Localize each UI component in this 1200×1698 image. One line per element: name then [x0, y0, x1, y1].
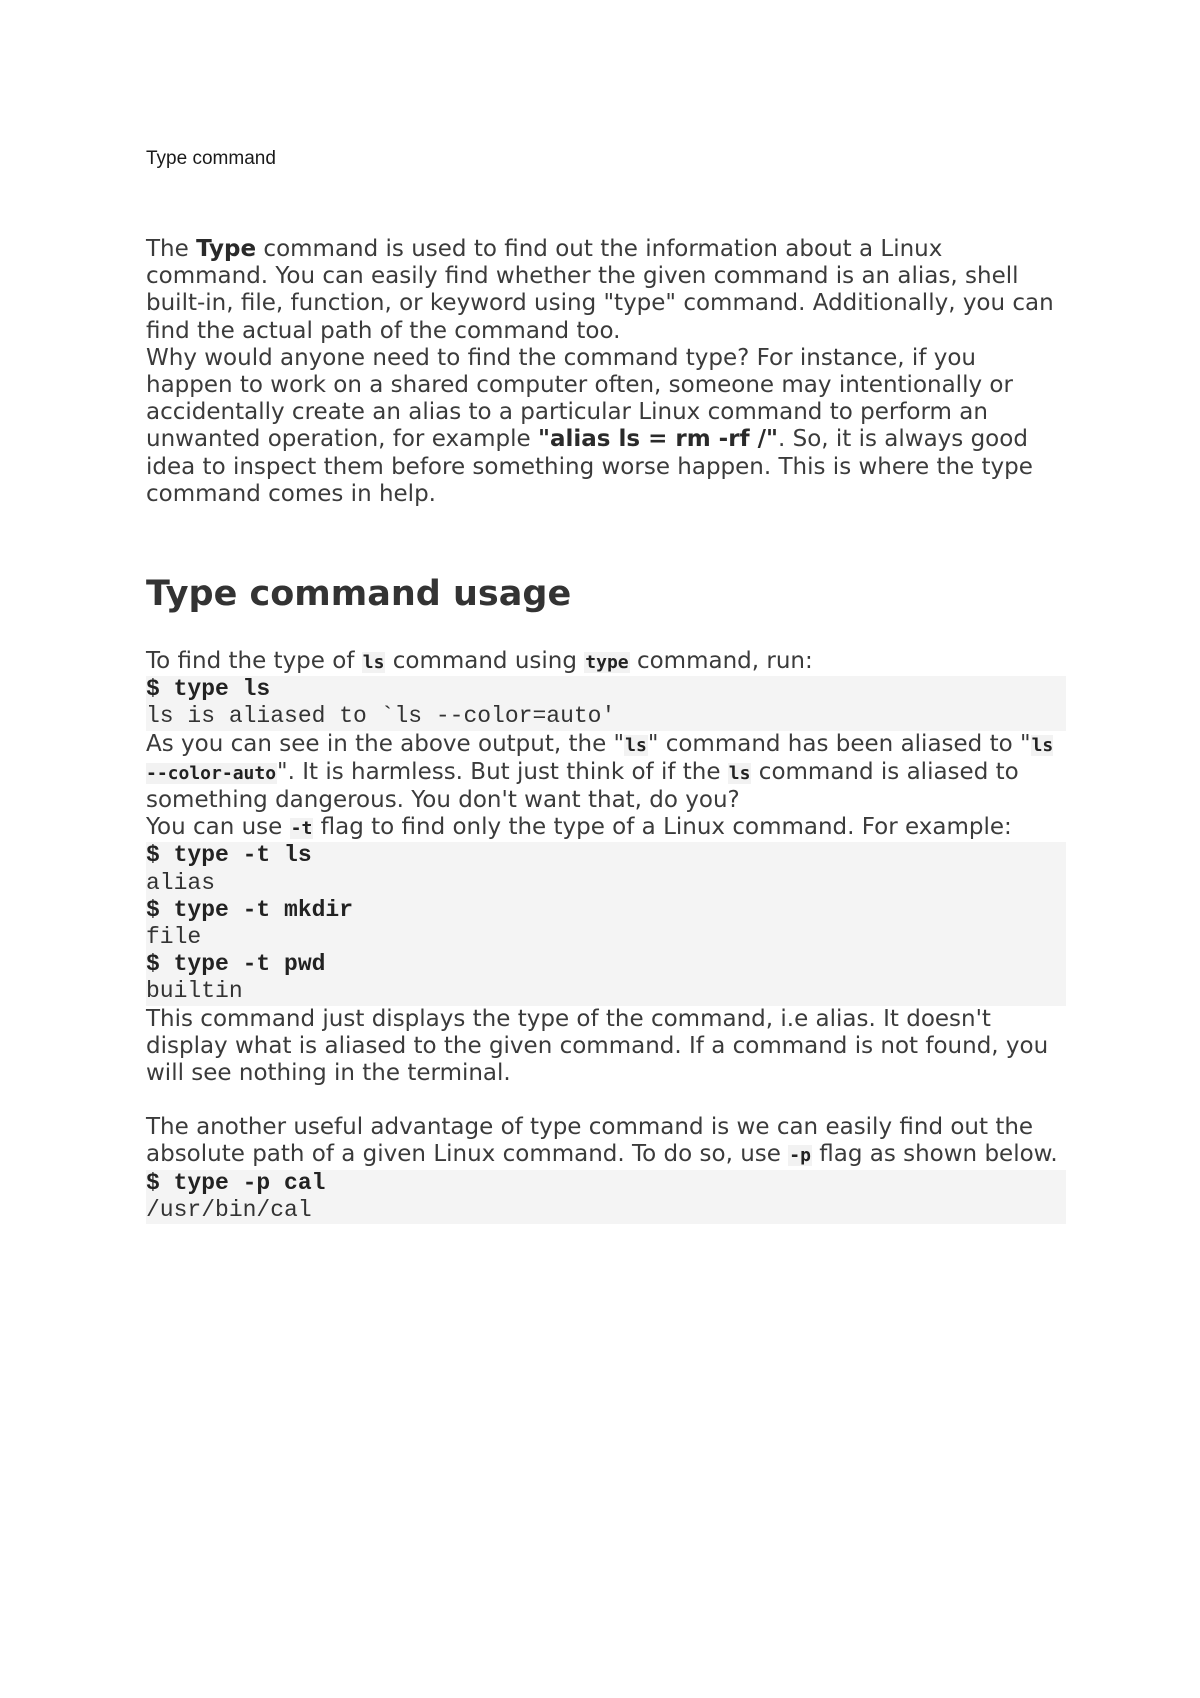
- code-command: $ type -t ls: [146, 842, 312, 869]
- text-run: flag to find only the type of a Linux command. For example:: [313, 814, 1012, 841]
- document-body: [146, 236, 1066, 1224]
- code-command: $ type -t pwd: [146, 951, 326, 978]
- text-run: To find the type of: [146, 648, 362, 675]
- type-display-paragraph: This command just displays the type of the command, i.e alias. It doesn't display what is aliased to the given command. If a command is not found, you will see nothing in the terminal.: [146, 1005, 1049, 1087]
- code-command: $ type -p cal: [146, 1169, 326, 1196]
- text-run: The another useful advantage of type command is we can easily find out the absolute path of a given Linux command. To do so, use: [146, 1114, 1034, 1168]
- code-command: $ type -t mkdir: [146, 896, 354, 923]
- code-output: builtin: [146, 978, 243, 1005]
- code-output: ls is aliased to `ls --color=auto': [146, 703, 616, 730]
- usage-paragraph: [146, 648, 1066, 676]
- intro-paragraph-2: [146, 345, 1066, 508]
- text-run: " command has been aliased to ": [647, 730, 1031, 757]
- text-run: command is aliased to something dangerous. You don't want that, do you?: [146, 758, 1019, 814]
- inline-code: -t: [290, 818, 313, 840]
- code-command: $ type ls: [146, 676, 271, 703]
- alias-explanation-paragraph: [146, 731, 1066, 815]
- bold-example: "alias ls = rm -rf /": [538, 426, 778, 453]
- section-heading: Type command usage: [146, 574, 572, 615]
- inline-code: ls: [728, 762, 751, 784]
- code-output: file: [146, 924, 202, 951]
- bold-term: Type: [196, 236, 257, 262]
- inline-code: -p: [789, 1145, 811, 1167]
- inline-code: ls: [625, 734, 647, 756]
- inline-code: ls: [362, 652, 385, 674]
- text-run: The: [146, 236, 197, 262]
- text-run: command using: [385, 648, 585, 675]
- code-block-type-p: [146, 1170, 1066, 1224]
- page-header: Type command: [146, 148, 276, 169]
- t-flag-paragraph: [146, 814, 1066, 842]
- code-block-type-ls: [146, 676, 1066, 730]
- inline-code: ls --color-auto: [146, 734, 1054, 784]
- text-run: flag as shown below.: [811, 1141, 1058, 1168]
- text-run: command is used to find out the information about a Linux command. You can easily find whether the given command is an alias, shell built-in, file, function, or keyword using "type" command. Additionally, you can find the actual path of the command too.: [146, 236, 1054, 344]
- paragraph-gap: [146, 1087, 1066, 1114]
- text-run: Why would anyone need to find the command type? For instance, if you happen to work on a shared computer often, someone may intentionally or accidentally create an alias to a particular Linux command to perform an unwanted operation, for example: [146, 344, 1013, 453]
- inline-code: type: [585, 652, 629, 674]
- text-run: . So, it is always good idea to inspect them before something worse happen. This is where the type command comes in help.: [146, 426, 1033, 507]
- text-run: You can use: [146, 814, 290, 841]
- intro-paragraph-1: [146, 236, 1066, 345]
- code-output: alias: [146, 869, 216, 896]
- text-run: command, run:: [629, 648, 813, 675]
- code-block-type-t: [146, 842, 1066, 1005]
- p-flag-paragraph: [146, 1114, 1066, 1169]
- text-run: As you can see in the above output, the ": [146, 730, 625, 757]
- text-run: ". It is harmless. But just think of if the: [277, 758, 728, 785]
- code-output: /usr/bin/cal: [146, 1196, 312, 1223]
